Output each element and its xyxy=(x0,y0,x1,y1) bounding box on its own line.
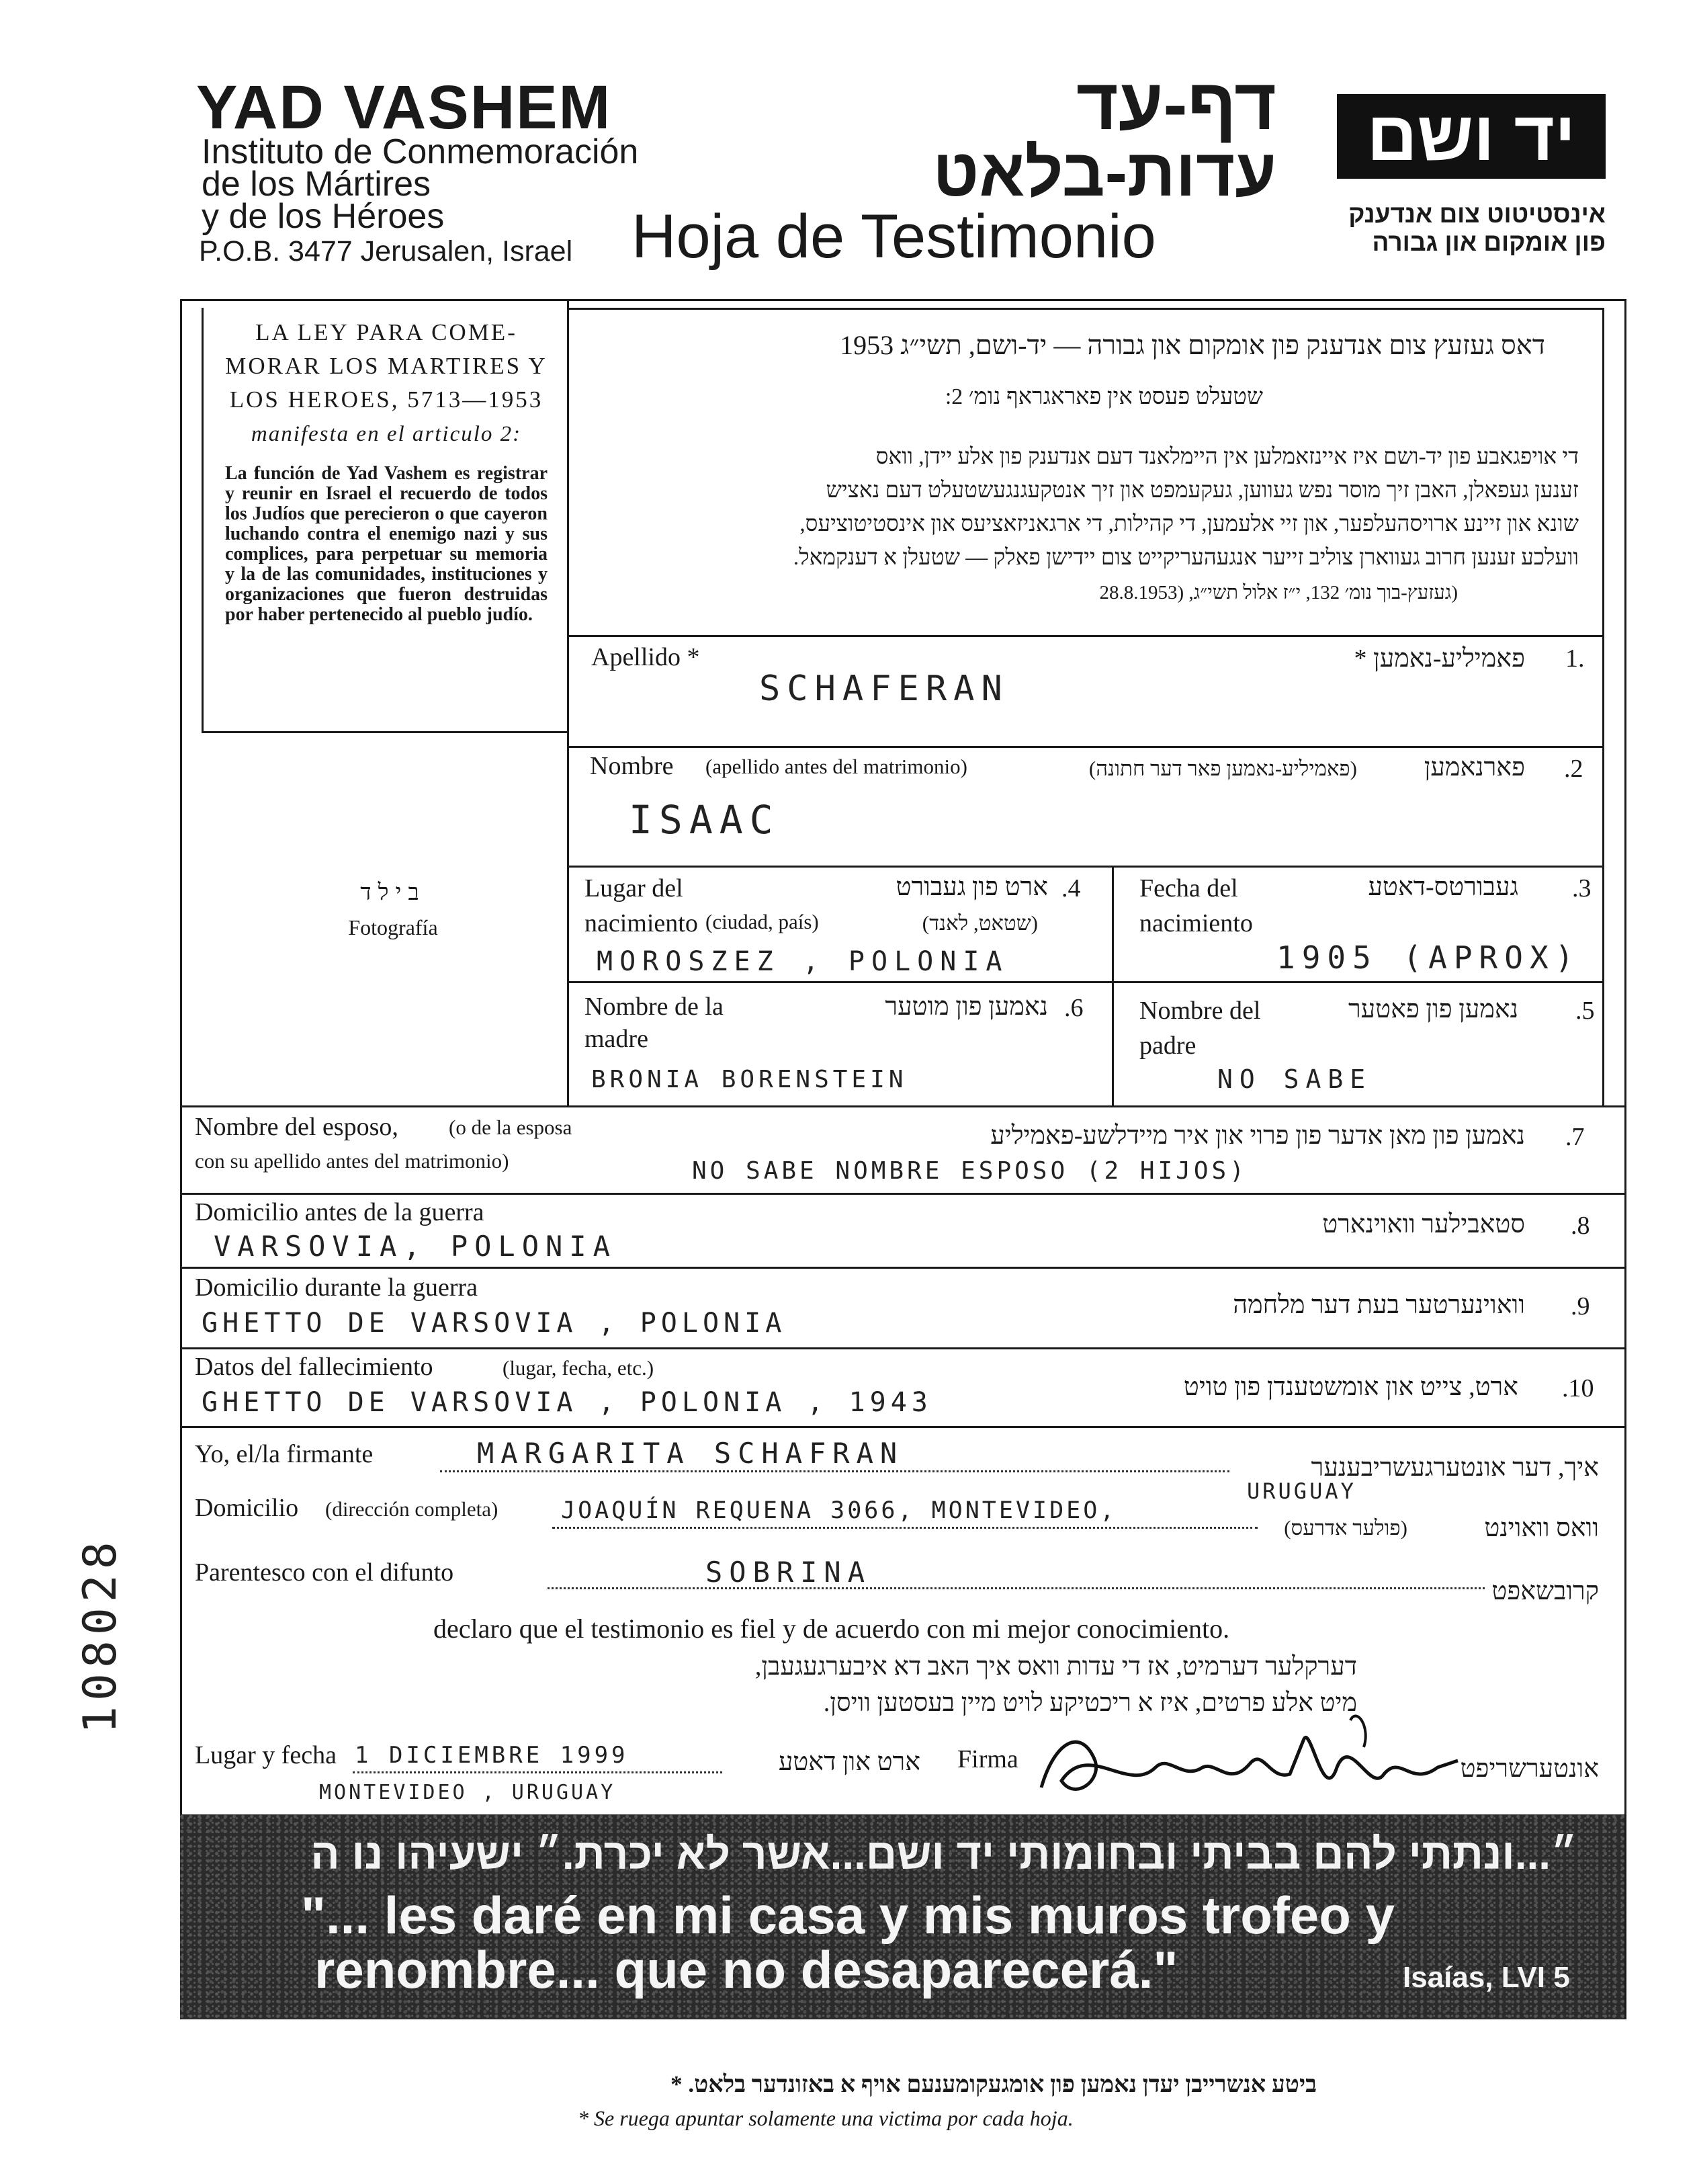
footer-heb: ביטע אנשרייבן יעדן נאמען פון אומגעקומענעם אויף א באזונדער בלאט. * xyxy=(670,2071,1317,2097)
relation-dotted-line xyxy=(548,1587,1485,1589)
field-7-note-2: con su apellido antes del matrimonio) xyxy=(195,1149,509,1173)
row-line-4 xyxy=(567,981,1604,983)
field-8-value[interactable]: VARSOVIA, POLONIA xyxy=(214,1230,617,1263)
signature-heb: אונטערשריפט xyxy=(1460,1755,1599,1783)
field-10-value[interactable]: GHETTO DE VARSOVIA , POLONIA , 1943 xyxy=(202,1387,932,1418)
main-title: Hoja de Testimonio xyxy=(632,202,1156,271)
field-1-label: Apellido * xyxy=(591,643,700,671)
form-left-border xyxy=(180,299,182,2019)
inner-right-border xyxy=(1602,308,1604,1105)
heb-title-1: דף-עד xyxy=(1076,63,1276,144)
row-line-8 xyxy=(180,1347,1624,1349)
law-heb-subtitle: שטעלט פעסט אין פאראגראף נומ׳ 2: xyxy=(945,384,1263,409)
sidebar-box-border xyxy=(202,731,567,733)
field-10-num: .10 xyxy=(1562,1374,1594,1402)
row-line-7 xyxy=(180,1267,1624,1269)
field-7-note-1: (o de la esposa xyxy=(449,1116,572,1139)
domicile-heb: וואס וואוינט xyxy=(1484,1514,1599,1542)
banner-ref: Isaías, LVI 5 xyxy=(1403,1961,1570,1994)
field-5-num: .5 xyxy=(1575,997,1595,1025)
field-9-label: Domicilio durante la guerra xyxy=(195,1273,478,1302)
field-10-heb: ארט, צייט און אומשטענדן פון טויט xyxy=(1183,1373,1518,1401)
field-3-heb: געבורטס-דאטע xyxy=(1368,873,1518,901)
field-6-num: .6 xyxy=(1064,994,1084,1022)
photo-heb-label: בילד xyxy=(360,880,426,905)
yad-vashem-logo xyxy=(1337,94,1606,179)
row-line-3 xyxy=(567,866,1604,868)
photo-label: Fotografía xyxy=(348,915,438,939)
field-10-note: (lugar, fecha, etc.) xyxy=(503,1356,654,1380)
quote-banner xyxy=(180,1814,1624,2019)
field-2-label: Nombre xyxy=(590,752,674,780)
org-line-1: Instituto de Conmemoración xyxy=(202,132,639,171)
place-date-heb: ארט און דאטע xyxy=(778,1748,920,1776)
field-7-label: Nombre del esposo, xyxy=(195,1113,398,1141)
field-6-heb: נאמען פון מוטער xyxy=(885,993,1048,1021)
field-4-heb-note: (שטאט, לאנד) xyxy=(922,911,1038,935)
field-7-value[interactable]: NO SABE NOMBRE ESPOSO (2 HIJOS) xyxy=(692,1157,1248,1185)
heb-institute-2: פון אומקום און גבורה xyxy=(1372,228,1606,256)
field-9-value[interactable]: GHETTO DE VARSOVIA , POLONIA xyxy=(202,1308,787,1339)
heb-institute-1: אינסטיטוט צום אנדענק xyxy=(1348,200,1606,228)
field-2-note: (apellido antes del matrimonio) xyxy=(705,755,967,778)
field-3-num: .3 xyxy=(1572,874,1592,902)
field-7-num: .7 xyxy=(1565,1123,1585,1151)
declaration-heb-2: מיט אלע פרטים, איז א ריכטיקע לויט מיין בעסטען וויסן. xyxy=(823,1689,1357,1717)
law-heb-title: דאס געזעץ צום אנדענק פון אומקום און גבורה — יד-ושם, תשי״ג 1953 xyxy=(840,330,1545,360)
field-5-value[interactable]: NO SABE xyxy=(1217,1064,1373,1094)
banner-heb: ״...ונתתי להם בביתי ובחומותי יד ושם...אשר לא יכרת.״ ישעיהו נו ה xyxy=(310,1830,1577,1878)
inner-top-border xyxy=(567,308,1604,310)
field-1-num: 1. xyxy=(1565,644,1585,673)
banner-es-1: "... les daré en mi casa y mis muros trofeo y xyxy=(301,1886,1395,1945)
form-top-border xyxy=(180,299,1626,301)
org-address: P.O.B. 3477 Jerusalen, Israel xyxy=(199,235,573,267)
place-date-value-2[interactable]: MONTEVIDEO , URUGUAY xyxy=(319,1781,616,1804)
field-3-value[interactable]: 1905 (APROX) xyxy=(1276,939,1581,976)
sidebar-box-left xyxy=(202,308,204,731)
relation-label: Parentesco con el difunto xyxy=(195,1558,454,1587)
field-9-heb: וואוינערטער בעת דער מלחמה xyxy=(1233,1291,1525,1319)
field-3-label: Fecha del nacimiento xyxy=(1139,874,1253,937)
signature-label: Firma xyxy=(957,1745,1018,1773)
law-heb-line-1: די אויפגאבע פון יד-ושם איז איינזאמלען אין היימלאנד דעם אנדענק פון אלע יידן, וואס xyxy=(875,445,1579,469)
field-2-num: .2 xyxy=(1564,755,1583,783)
field-6-value[interactable]: BRONIA BORENSTEIN xyxy=(591,1066,908,1093)
field-2-heb-note: (פאמיליע-נאמען פאר דער חתונה) xyxy=(1088,757,1357,780)
domicile-heb-note: (פולער אדרעס) xyxy=(1284,1516,1407,1540)
field-2-heb: פארנאמען xyxy=(1424,753,1525,782)
field-2-value[interactable]: ISAAC xyxy=(629,797,780,843)
field-6-label: Nombre de la madre xyxy=(584,993,724,1053)
row-line-1 xyxy=(567,635,1604,637)
relation-heb: קרובשאפט xyxy=(1491,1577,1599,1605)
org-line-2: de los Mártires xyxy=(202,165,431,204)
org-name: YAD VASHEM xyxy=(196,73,612,142)
declaration-heb-1: דערקלער דערמיט, אז די עדות וואס איך האב דא איבערגעגעבן, xyxy=(754,1652,1357,1681)
banner-es-2: renombre... que no desaparecerá." xyxy=(314,1940,1178,1999)
place-dotted-line xyxy=(353,1771,722,1773)
domicile-label: Domicilio xyxy=(195,1494,299,1522)
law-subtitle: manifesta en el articulo 2: xyxy=(251,422,522,446)
grid-mid-divider xyxy=(1112,866,1114,1105)
footer-es: * Se ruega apuntar solamente una victima por cada hoja. xyxy=(578,2106,1074,2130)
domicile-dotted-line xyxy=(552,1527,1258,1529)
field-4-label: Lugar del nacimiento xyxy=(584,874,698,937)
signer-dotted-line xyxy=(440,1470,1229,1472)
law-heb-line-5: (געזעץ-בוך נומ׳ 132, י״ז אלול תשי״ג, (28.8.1953 xyxy=(1099,582,1458,603)
field-4-heb: ארט פון געבורט xyxy=(896,873,1048,901)
row-line-2 xyxy=(567,746,1604,748)
signature-scribble xyxy=(1035,1700,1465,1814)
signer-value[interactable]: MARGARITA SCHAFRAN xyxy=(477,1437,904,1470)
field-4-value[interactable]: MOROSZEZ , POLONIA xyxy=(597,946,1009,977)
sidebar-divider xyxy=(567,299,569,1105)
field-5-heb: נאמען פון פאטער xyxy=(1348,995,1518,1023)
logo-text: יד ושם xyxy=(1366,97,1576,175)
law-heb-line-4: וועלכע זענען חרוב געווארן צוליב זייער אנגעהעריקייט צום יידישן פאלק — שטעלן א דענקמאל. xyxy=(793,546,1579,570)
place-date-value[interactable]: 1 DICIEMBRE 1999 xyxy=(355,1742,629,1769)
form-right-border xyxy=(1624,299,1626,2019)
signer-label: Yo, el/la firmante xyxy=(195,1440,374,1468)
law-heb-line-3: שונא און זיינע ארויסהעלפער, און זיי אלעמען, די קהילות, די ארגאניזאציעס און אינסטיטוציעס, xyxy=(799,512,1579,536)
field-4-num: .4 xyxy=(1061,874,1081,902)
domicile-value-2[interactable]: URUGUAY xyxy=(1247,1478,1356,1504)
field-8-num: .8 xyxy=(1571,1212,1590,1240)
field-8-heb: סטאבילער וואוינארט xyxy=(1322,1210,1525,1238)
declaration-es: declaro que el testimonio es fiel y de acuerdo con mi mejor conocimiento. xyxy=(433,1613,1230,1644)
org-line-3: y de los Héroes xyxy=(202,197,445,236)
row-line-6 xyxy=(180,1193,1624,1195)
signer-heb: איך, דער אונטערגעשריבענער xyxy=(1311,1454,1599,1482)
law-body: La función de Yad Vashem es registrar y reunir en Israel el recuerdo de todos los Judíos que perecieron o que cayeron luchando contra el enemigo nazi y sus complices, para perpetuar su memoria y la de las comunidades, instituciones y organizaciones que fueron destruidas por haber pertenecido al pueblo judío. xyxy=(225,463,548,625)
row-line-5 xyxy=(180,1105,1624,1107)
field-1-value[interactable]: SCHAFERAN xyxy=(759,669,1009,709)
row-line-9 xyxy=(180,1426,1624,1428)
field-10-label: Datos del fallecimiento xyxy=(195,1353,433,1381)
margin-record-number: 108028 xyxy=(74,1536,127,1734)
domicile-value[interactable]: JOAQUÍN REQUENA 3066, MONTEVIDEO, xyxy=(561,1497,1117,1524)
relation-value[interactable]: SOBRINA xyxy=(705,1556,872,1589)
field-9-num: .9 xyxy=(1571,1292,1590,1320)
place-date-label: Lugar y fecha xyxy=(195,1741,337,1769)
law-heb-line-2: זענען געפאלן, האבן זיך מוסר נפש געווען, געקעמפט און זיך אנטקעגנגעשטעלט דעם נאציש xyxy=(826,478,1579,503)
law-title: LA LEY PARA COME-MORAR LOS MARTIRES Y LOS HEROES, 5713—1953 xyxy=(225,319,548,413)
heb-title-2: עדות-בלאט xyxy=(932,135,1276,210)
field-4-note: (ciudad, país) xyxy=(705,910,819,933)
field-7-heb: נאמען פון מאן אדער פון פרוי און איר מיידלשע-פאמיליע xyxy=(990,1122,1525,1150)
field-1-heb: פאמיליע-נאמען * xyxy=(1354,644,1525,673)
field-5-label: Nombre del padre xyxy=(1139,997,1261,1060)
field-8-label: Domicilio antes de la guerra xyxy=(195,1198,484,1226)
domicile-note: (dirección completa) xyxy=(325,1497,498,1521)
